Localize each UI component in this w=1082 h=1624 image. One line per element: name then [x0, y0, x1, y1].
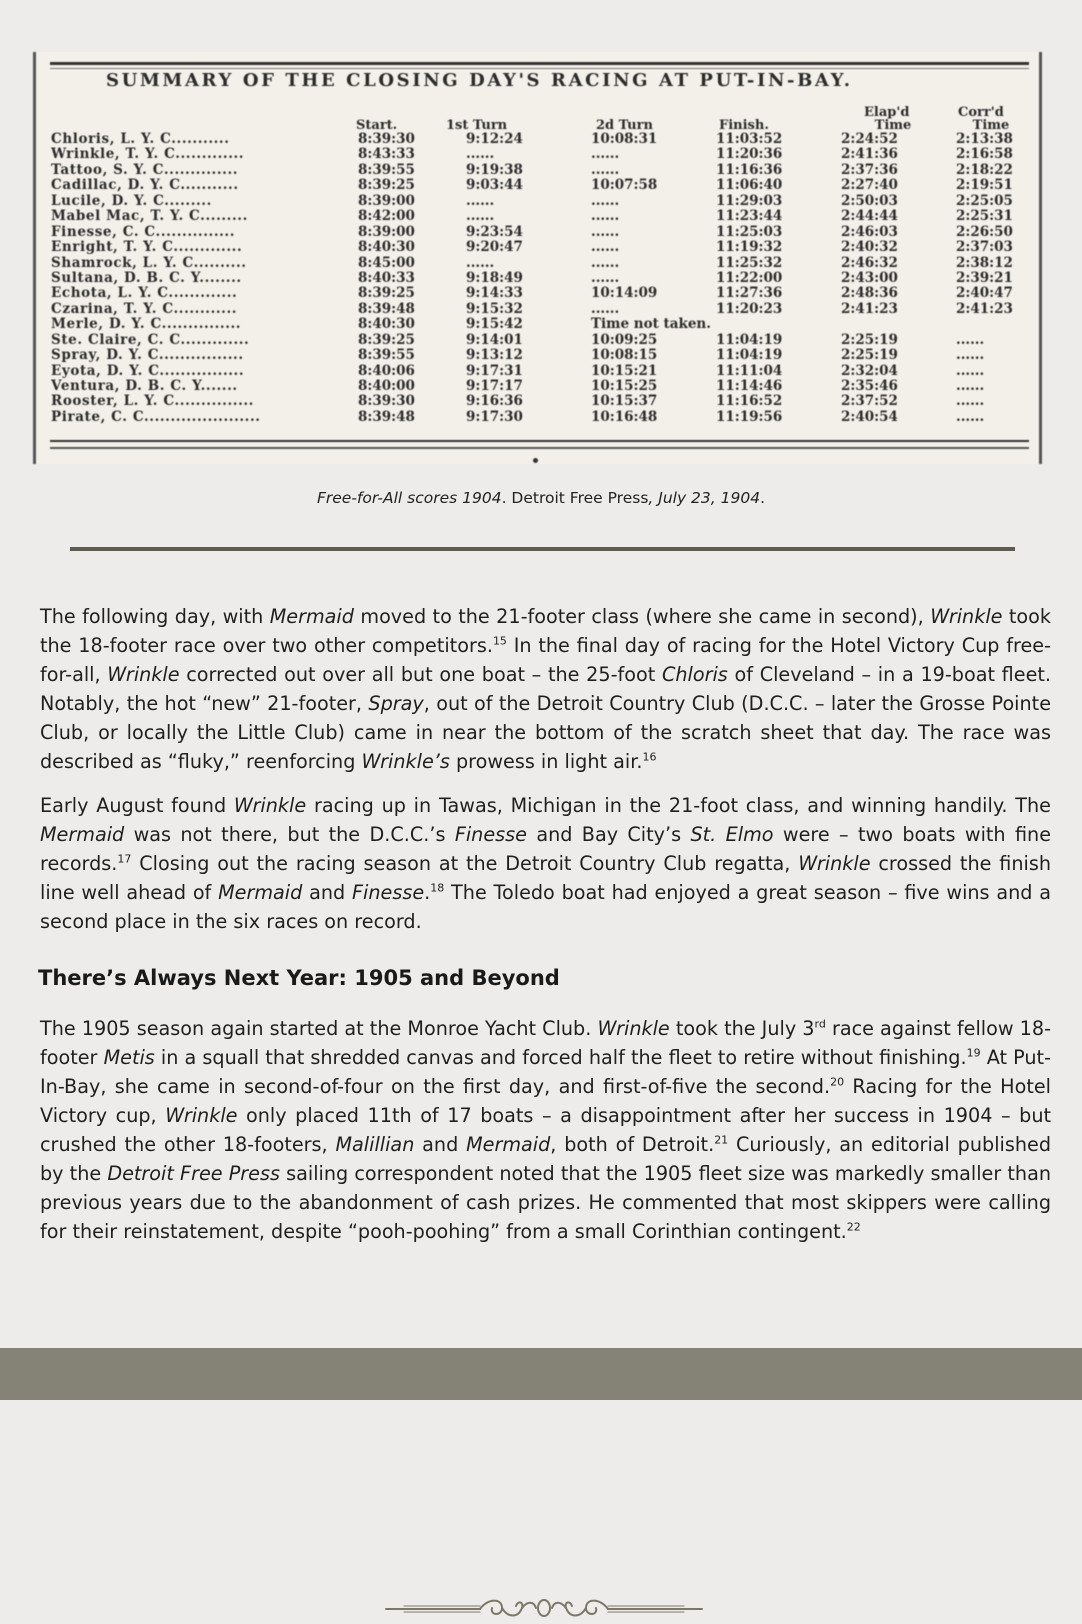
table-cell-corrected: ...... [956, 378, 985, 394]
table-cell-name: Ste. Claire, C. C............. [51, 332, 250, 348]
header-corrected-1: Corr'd [958, 105, 1004, 120]
table-cell-corrected: 2:38:12 [956, 254, 1013, 271]
table-cell-turn2: ...... [591, 300, 620, 317]
table-cell-name: Pirate, C. C...................... [51, 409, 261, 425]
table-cell-name: Chloris, L. Y. C........... [51, 132, 230, 147]
clipping-bottom-rule-2 [50, 447, 1029, 449]
table-cell-start: 8:40:06 [358, 362, 415, 379]
table-cell-corrected: 2:18:22 [956, 161, 1013, 178]
table-cell-turn2: 10:15:21 [591, 362, 658, 379]
table-cell-turn2: ...... [591, 146, 620, 163]
table-cell-start: 8:39:48 [358, 300, 415, 317]
table-cell-corrected: 2:13:38 [956, 131, 1013, 147]
caption-period: . [760, 489, 766, 507]
footer-bar [0, 1348, 1082, 1400]
table-row [36, 333, 1039, 348]
table-cell-finish: 11:14:46 [716, 378, 783, 394]
clipping-bottom-rule [50, 440, 1029, 442]
table-cell-turn2: 10:14:09 [591, 285, 658, 302]
table-cell-turn1: 9:03:44 [466, 177, 523, 194]
table-cell-elapsed: 2:32:04 [841, 362, 898, 379]
header-finish: Finish. [719, 118, 769, 133]
table-cell-start: 8:40:00 [358, 378, 415, 394]
header-elapsed-2: Time [874, 118, 912, 133]
table-cell-start: 8:40:30 [358, 316, 415, 333]
table-row [36, 256, 1039, 271]
section-divider [70, 547, 1015, 551]
paragraph-1: The following day, with Mermaid moved to the 21-footer class (where she came in second), Wrinkle took the 18-footer race over two other competitors.$^{15}$ In the final day of racing for the Hotel Victory Cup free-for-all, Wrinkle corrected out over all but one boat – the 25-foot Chloris of Cleveland – in a 19-boat fleet. Notably, the hot “new” 21-footer, Spray, out of the Detroit Country Club (D.C.C. – later the Grosse Pointe Club, or locally the Little Club) came in near the bottom of the scratch sheet that day. The race was described as “fluky,” reenforcing Wrinkle’s prowess in light air.$^{16}$ [40, 605, 1051, 773]
table-cell-start: 8:39:25 [358, 331, 415, 348]
paragraph-2: Early August found Wrinkle racing up in Tawas, Michigan in the 21-foot class, and winning handily. The Mermaid was not there, but the D.C.C.’s Finesse and Bay City’s St. Elmo were – two boats with fine records.$^{17}$ Closing out the racing season at the Detroit Country Club regatta, Wrinkle crossed the finish line well ahead of Mermaid and Finesse.$^{18}$ The Toledo boat had enjoyed a great season – five wins and a second place in the six races on record. [40, 794, 1051, 933]
caption-date: , July 23, 1904 [648, 489, 761, 507]
table-cell-corrected: 2:39:21 [956, 269, 1013, 286]
table-cell-turn2: 10:08:31 [591, 131, 658, 147]
table-cell-corrected: 2:26:50 [956, 223, 1013, 240]
table-cell-turn1: 9:18:49 [466, 269, 523, 286]
table-cell-name: Eyota, D. Y. C................ [51, 363, 245, 379]
table-cell-finish: 11:04:19 [716, 331, 783, 348]
table-cell-start: 8:39:25 [358, 177, 415, 194]
table-cell-turn1: 9:17:31 [466, 362, 523, 379]
table-row [36, 132, 1039, 147]
table-cell-finish: 11:16:36 [716, 161, 783, 178]
table-row [36, 147, 1039, 162]
table-cell-elapsed: 2:37:52 [841, 393, 898, 410]
table-cell-elapsed: 2:40:32 [841, 239, 898, 256]
table-row [36, 364, 1039, 379]
paragraph-3: The 1905 season again started at the Monroe Yacht Club. Wrinkle took the July 3rd race against fellow 18-footer Metis in a squall that shredded canvas and forced half the fleet to retire without finishing.$^{19}$ At Put-In-Bay, she came in second-of-four on the first day, and first-of-five the second.$^{20}$ Racing for the Hotel Victory cup, Wrinkle only placed 11th of 17 boats – a disappointment after her success in 1904 – but crushed the other 18-footers, Malillian and Mermaid, both of Detroit.$^{21}$ Curiously, an editorial published by the Detroit Free Press sailing correspondent noted that the 1905 fleet size was markedly smaller than previous years due to the abandonment of cash prizes. He commented that most skippers were calling for their reinstatement, despite “pooh-poohing” from a small Corinthian contingent.$^{22}$ [40, 1017, 1052, 1243]
clipping-title: SUMMARY OF THE CLOSING DAY'S RACING AT PUT-IN-BAY. [106, 70, 853, 91]
table-cell-start: 8:40:30 [358, 239, 415, 256]
table-cell-turn1: 9:13:12 [466, 347, 523, 364]
section-heading: There’s Always Next Year: 1905 and Beyond [38, 966, 560, 990]
table-cell-elapsed: 2:41:23 [841, 300, 898, 317]
table-cell-turn2: ...... [591, 223, 620, 240]
table-cell-corrected: 2:37:03 [956, 239, 1013, 256]
footnote-ref-19[interactable]: 19 [966, 1046, 981, 1060]
table-cell-name: Mabel Mac, T. Y. C......... [51, 209, 248, 225]
table-row [36, 163, 1039, 178]
results-table [36, 132, 1039, 425]
table-cell-name: Lucile, D. Y. C......... [51, 193, 212, 209]
table-cell-turn1: 9:17:30 [466, 408, 523, 425]
table-cell-name: Merle, D. Y. C............... [51, 317, 242, 333]
table-cell-elapsed: 2:27:40 [841, 177, 898, 194]
table-cell-elapsed: 2:37:36 [841, 161, 898, 178]
table-cell-start: 8:39:48 [358, 408, 415, 425]
table-row [36, 348, 1039, 363]
table-cell-corrected: 2:41:23 [956, 300, 1013, 317]
table-cell-name: Cadillac, D. Y. C........... [51, 178, 239, 194]
table-cell-corrected: ...... [956, 362, 985, 379]
clipping-top-rule [50, 62, 1029, 65]
caption-source: . Detroit Free Press [501, 489, 649, 507]
table-cell-corrected: 2:16:58 [956, 146, 1013, 163]
table-cell-turn1: 9:14:01 [466, 331, 523, 348]
table-cell-corrected: ...... [956, 408, 985, 425]
table-cell-turn1: 9:16:36 [466, 393, 523, 410]
table-cell-elapsed: 2:41:36 [841, 146, 898, 163]
table-cell-name: Wrinkle, T. Y. C............. [51, 147, 245, 163]
header-elapsed-1: Elap'd [864, 105, 910, 120]
table-cell-finish: 11:20:36 [716, 146, 783, 163]
header-corrected-2: Time [972, 118, 1010, 133]
header-turn2: 2d Turn [596, 118, 653, 133]
table-cell-turn2: ...... [591, 254, 620, 271]
table-cell-turn1: 9:19:38 [466, 161, 523, 178]
table-cell-start: 8:39:30 [358, 131, 415, 147]
table-row [36, 410, 1039, 425]
table-cell-finish: 11:16:52 [716, 393, 783, 410]
table-cell-elapsed: 2:46:03 [841, 223, 898, 240]
table-row [36, 317, 1039, 332]
table-row [36, 178, 1039, 193]
table-cell-turn2: 10:09:25 [591, 331, 658, 348]
footnote-ref-22[interactable]: 22 [846, 1220, 861, 1234]
table-cell-start: 8:39:55 [358, 347, 415, 364]
table-cell-turn1: ...... [466, 146, 495, 163]
table-row [36, 240, 1039, 255]
table-cell-corrected: 2:19:51 [956, 177, 1013, 194]
table-cell-name: Czarina, T. Y. C............ [51, 301, 238, 317]
table-cell-corrected: ...... [956, 393, 985, 410]
table-cell-name: Ventura, D. B. C. Y....... [51, 379, 238, 394]
table-cell-name: Sultana, D. B. C. Y........ [51, 270, 242, 286]
table-row [36, 209, 1039, 224]
table-cell-start: 8:43:33 [358, 146, 415, 163]
table-cell-name: Shamrock, L. Y. C.......... [51, 255, 247, 271]
table-cell-elapsed: 2:25:19 [841, 347, 898, 364]
table-cell-corrected: ...... [956, 347, 985, 364]
footnote-ref-16[interactable]: 16 [642, 750, 657, 764]
footnote-ref-21[interactable]: 21 [714, 1133, 729, 1147]
table-cell-finish: 11:27:36 [716, 285, 783, 302]
table-cell-turn1: 9:12:24 [466, 131, 523, 147]
table-cell-finish: 11:11:04 [716, 362, 783, 379]
table-row [36, 225, 1039, 240]
table-cell-turn2: ...... [591, 269, 620, 286]
table-cell-turn1: 9:17:17 [466, 378, 523, 394]
table-cell-turn1: 9:14:33 [466, 285, 523, 302]
table-cell-elapsed: 2:43:00 [841, 269, 898, 286]
footnote-ref-17[interactable]: 17 [117, 852, 132, 866]
footnote-ref-18[interactable]: 18 [430, 881, 445, 895]
table-cell-turn1: ...... [466, 192, 495, 209]
table-cell-start: 8:39:30 [358, 393, 415, 410]
table-cell-finish: 11:03:52 [716, 131, 783, 147]
footnote-ref-20[interactable]: 20 [830, 1075, 845, 1089]
table-cell-elapsed: 2:46:32 [841, 254, 898, 271]
table-cell-name: Echota, L. Y. C............. [51, 286, 238, 302]
table-cell-turn2: ...... [591, 239, 620, 256]
clipping-top-rule-thin [50, 68, 1029, 69]
table-cell-elapsed: 2:40:54 [841, 408, 898, 425]
table-row [36, 302, 1039, 317]
table-cell-name: Spray, D. Y. C................ [51, 348, 244, 364]
table-cell-name: Rooster, L. Y. C............... [51, 394, 254, 410]
table-cell-finish: 11:29:03 [716, 192, 783, 209]
table-cell-turn1: ...... [466, 208, 495, 225]
table-cell-start: 8:39:25 [358, 285, 415, 302]
table-row [36, 394, 1039, 409]
table-cell-name: Tattoo, S. Y. C.............. [51, 162, 239, 178]
clipping-dot [533, 458, 538, 463]
footnote-ref-15[interactable]: 15 [492, 634, 507, 648]
table-row [36, 271, 1039, 286]
table-cell-elapsed: 2:50:03 [841, 192, 898, 209]
table-cell-turn2: 10:15:37 [591, 393, 658, 410]
table-cell-finish: 11:19:32 [716, 239, 783, 256]
table-cell-elapsed: 2:48:36 [841, 285, 898, 302]
table-cell-start: 8:42:00 [358, 208, 415, 225]
table-cell-finish: 11:22:00 [716, 269, 783, 286]
table-cell-elapsed: 2:25:19 [841, 331, 898, 348]
table-cell-turn2: 10:15:25 [591, 378, 658, 394]
table-cell-finish: 11:23:44 [716, 208, 783, 225]
header-turn1: 1st Turn [446, 118, 508, 133]
table-cell-turn1: 9:15:42 [466, 316, 523, 333]
figure-caption [0, 489, 1082, 507]
table-cell-finish: 11:04:19 [716, 347, 783, 364]
table-cell-corrected: ...... [956, 331, 985, 348]
table-cell-start: 8:39:00 [358, 223, 415, 240]
table-cell-elapsed: 2:44:44 [841, 208, 898, 225]
table-cell-turn1: 9:20:47 [466, 239, 523, 256]
table-cell-turn1: 9:15:32 [466, 300, 523, 317]
newspaper-clipping-image [33, 52, 1042, 464]
table-cell-turn2: 10:08:15 [591, 347, 658, 364]
table-cell-turn2: Time not taken. [591, 316, 711, 333]
table-row [36, 286, 1039, 301]
table-cell-turn2: ...... [591, 208, 620, 225]
table-cell-start: 8:39:00 [358, 192, 415, 209]
table-cell-turn2: 10:16:48 [591, 408, 658, 425]
table-cell-turn1: ...... [466, 254, 495, 271]
table-cell-start: 8:39:55 [358, 161, 415, 178]
table-cell-elapsed: 2:24:52 [841, 131, 898, 147]
table-cell-name: Enright, T. Y. C............. [51, 240, 243, 256]
table-cell-start: 8:45:00 [358, 254, 415, 271]
table-cell-start: 8:40:33 [358, 269, 415, 286]
table-cell-corrected: 2:25:31 [956, 208, 1013, 225]
table-cell-finish: 11:19:56 [716, 408, 783, 425]
table-row [36, 379, 1039, 394]
header-start: Start. [356, 118, 398, 133]
table-cell-turn2: ...... [591, 161, 620, 178]
table-cell-turn2: ...... [591, 192, 620, 209]
caption-title: Free-for-All scores 1904 [316, 489, 502, 507]
table-cell-turn1: 9:23:54 [466, 223, 523, 240]
table-cell-finish: 11:25:32 [716, 254, 783, 271]
table-cell-corrected: 2:40:47 [956, 285, 1013, 302]
table-cell-name: Finesse, C. C............... [51, 224, 236, 240]
scroll-ornament-icon [384, 1594, 704, 1624]
table-cell-finish: 11:20:23 [716, 300, 783, 317]
table-cell-finish: 11:06:40 [716, 177, 783, 194]
table-cell-turn2: 10:07:58 [591, 177, 658, 194]
table-cell-finish: 11:25:03 [716, 223, 783, 240]
table-cell-corrected: 2:25:05 [956, 192, 1013, 209]
table-row [36, 194, 1039, 209]
table-cell-elapsed: 2:35:46 [841, 378, 898, 394]
